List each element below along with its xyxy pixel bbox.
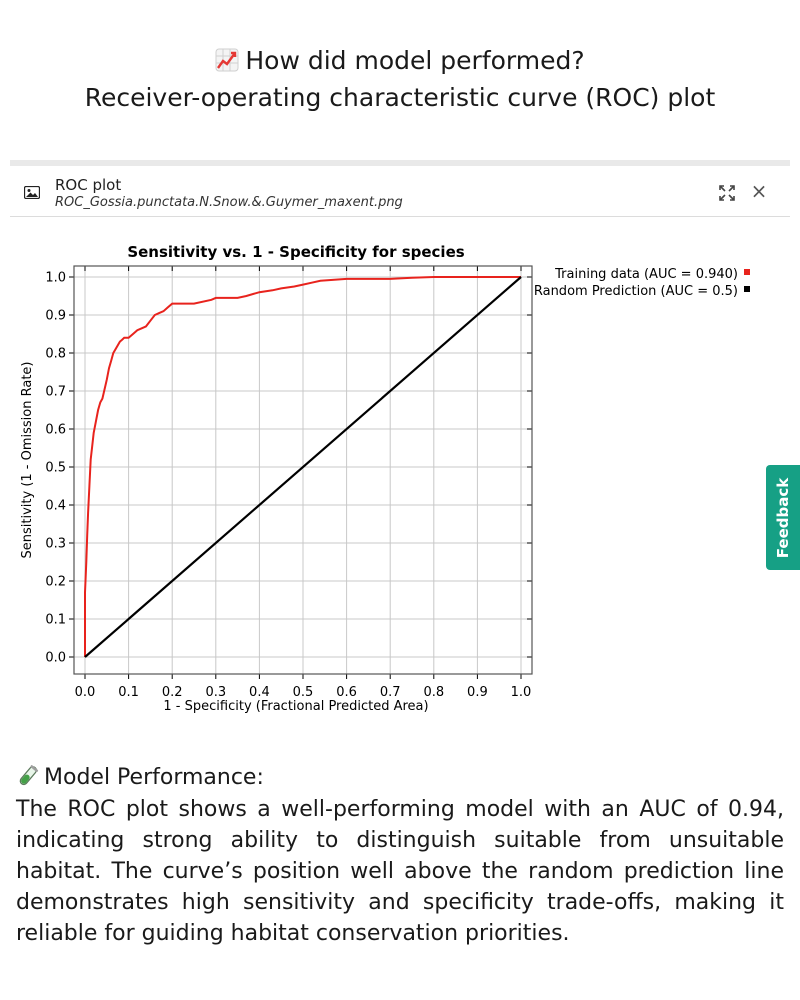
x-tick-label: 0.7 bbox=[379, 685, 401, 700]
legend-swatch bbox=[744, 269, 750, 275]
image-icon bbox=[24, 186, 40, 199]
x-tick-label: 0.5 bbox=[292, 685, 314, 700]
y-tick-label: 0.6 bbox=[45, 422, 66, 438]
y-tick-label: 0.5 bbox=[45, 460, 66, 476]
x-tick-label: 0.9 bbox=[467, 685, 488, 700]
y-tick-label: 0.4 bbox=[45, 498, 66, 514]
y-tick-label: 0.7 bbox=[45, 384, 66, 400]
viewer-filename: ROC_Gossia.punctata.N.Snow.&.Guymer_maxent.png bbox=[55, 195, 403, 210]
x-tick-label: 0.6 bbox=[336, 685, 357, 700]
y-tick-label: 0.1 bbox=[45, 612, 66, 628]
viewer-header bbox=[10, 166, 790, 217]
x-tick-label: 1.0 bbox=[510, 685, 532, 700]
y-tick-label: 0.2 bbox=[45, 574, 66, 590]
feedback-tab[interactable] bbox=[766, 465, 800, 570]
heading-line-1: How did model performed? bbox=[245, 46, 585, 75]
close-icon[interactable]: × bbox=[750, 179, 768, 203]
x-tick-label: 0.0 bbox=[74, 685, 96, 700]
y-tick-label: 0.3 bbox=[45, 536, 66, 552]
page-subheading: Receiver-operating characteristic curve (ROC) plot bbox=[84, 83, 716, 112]
legend-label: Training data (AUC = 0.940) bbox=[555, 267, 738, 282]
viewer-title: ROC plot bbox=[55, 176, 122, 194]
x-tick-label: 0.3 bbox=[205, 685, 227, 700]
y-axis-label: Sensitivity (1 - Omission Rate) bbox=[20, 361, 35, 559]
x-axis-label: 1 - Specificity (Fractional Predicted Area) bbox=[163, 699, 429, 714]
x-tick-label: 0.2 bbox=[161, 685, 183, 700]
page-heading bbox=[0, 46, 800, 75]
test-tube-icon bbox=[16, 764, 40, 788]
feedback-label: Feedback bbox=[774, 477, 792, 558]
chart-title: Sensitivity vs. 1 - Specificity for species bbox=[127, 243, 465, 261]
roc-chart bbox=[10, 230, 770, 725]
y-tick-label: 0.0 bbox=[45, 650, 66, 666]
expand-icon[interactable] bbox=[718, 184, 736, 202]
y-tick-label: 1.0 bbox=[45, 270, 66, 286]
x-tick-label: 0.4 bbox=[249, 685, 270, 700]
y-tick-label: 0.8 bbox=[45, 346, 66, 362]
chart-legend bbox=[534, 267, 750, 299]
x-tick-label: 0.8 bbox=[423, 685, 445, 700]
legend-label: Random Prediction (AUC = 0.5) bbox=[533, 284, 738, 299]
chart-increasing-icon bbox=[215, 48, 239, 72]
legend-swatch bbox=[744, 286, 750, 292]
performance-heading bbox=[16, 764, 264, 790]
performance-text: The ROC plot shows a well-performing model with an AUC of 0.94, indicating strong ability to distinguish suitable from unsuitable habitat. The curve’s position well above the random prediction line demonstrates high sensitivity and specificity trade-offs, making it reliable for guiding habitat conservation priorities. bbox=[16, 797, 784, 946]
x-tick-label: 0.1 bbox=[118, 685, 139, 700]
y-tick-label: 0.9 bbox=[45, 308, 66, 324]
performance-heading-text: Model Performance: bbox=[44, 765, 264, 790]
